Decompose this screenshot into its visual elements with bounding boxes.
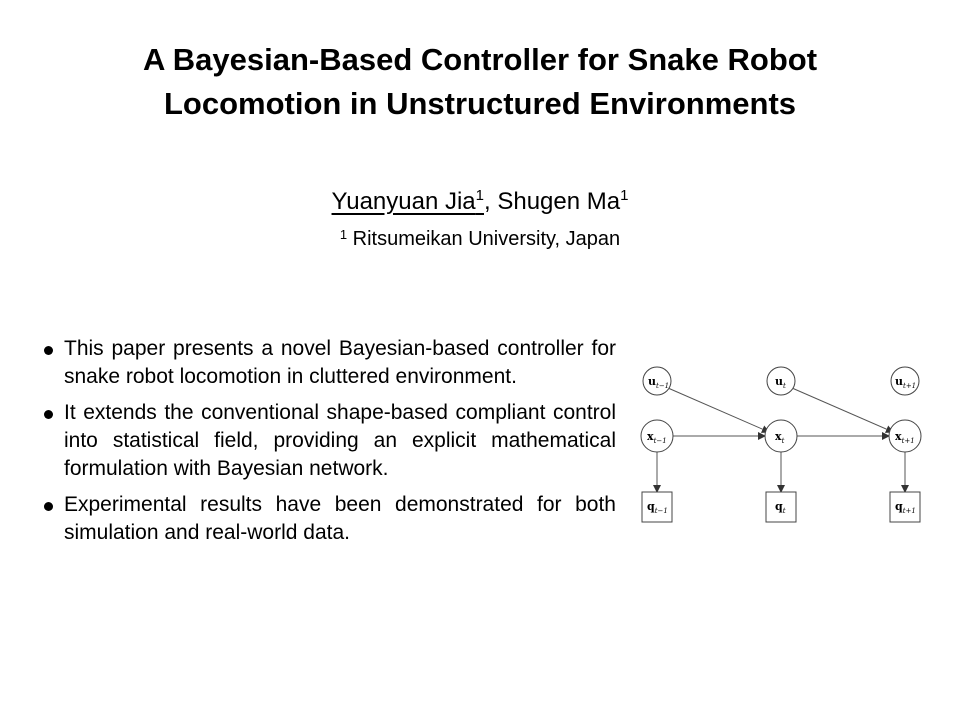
author-2-affil-marker: 1 [620,187,629,204]
node-u-t [767,367,795,395]
node-u-t-plus-1 [891,367,919,395]
svg-text:ut−1: $u_{t-1}$ [648,375,670,390]
bullet-item [42,335,616,391]
title-line-2: Locomotion in Unstructured Environments [163,86,797,121]
svg-text:qt: $q_t$ [775,500,786,515]
edge-u-cur-to-x-next [792,388,893,432]
title-line-1: A Bayesian-Based Controller for Snake Robot [142,42,818,77]
node-x-t-minus-1 [641,420,673,452]
bullet-dot-icon [44,502,53,511]
svg-text:ut: $u_t$ [775,375,786,390]
slide-title [0,38,960,126]
bullet-item [42,399,616,483]
affiliation [180,226,780,252]
svg-text:xt−1: $x_{t-1}$ [647,430,667,445]
node-x-t [765,420,797,452]
bullet-text: It extends the conventional shape-based compliant control into statistical field, providing an explicit mathematical formulation with Bayesian network. [64,401,616,480]
author-list [180,186,780,218]
node-q-t-plus-1 [890,492,920,522]
author-2-name: Shugen Ma [497,188,621,215]
node-q-t-minus-1 [642,492,672,522]
bayesian-network-diagram [630,352,930,537]
node-u-t-minus-1 [643,367,671,395]
bullet-text: Experimental results have been demonstrated for both simulation and real-world data. [64,493,616,544]
author-1-affil-marker: 1 [475,187,484,204]
bullet-dot-icon [44,346,53,355]
svg-text:qt+1: $q_{t+1}$ [895,500,916,515]
svg-text:ut+1: $u_{t+1}$ [895,375,917,390]
bullet-item [42,491,616,547]
author-separator: , [484,188,498,215]
svg-text:xt: $x_t$ [775,430,785,445]
bullet-list [42,335,616,555]
svg-text:qt−1: $q_{t-1}$ [647,500,668,515]
node-q-t [766,492,796,522]
affiliation-marker: 1 [339,227,348,242]
author-1-name: Yuanyuan Jia [331,188,476,215]
author-1 [332,188,484,215]
bullet-text: This paper presents a novel Bayesian-based controller for snake robot locomotion in cluttered environment. [64,337,616,388]
author-2 [497,188,628,215]
svg-text:xt+1: $x_{t+1}$ [895,430,915,445]
edge-u-prev-to-x-cur [668,388,769,432]
bullet-dot-icon [44,410,53,419]
node-x-t-plus-1 [889,420,921,452]
affiliation-text: Ritsumeikan University, Japan [352,228,621,250]
